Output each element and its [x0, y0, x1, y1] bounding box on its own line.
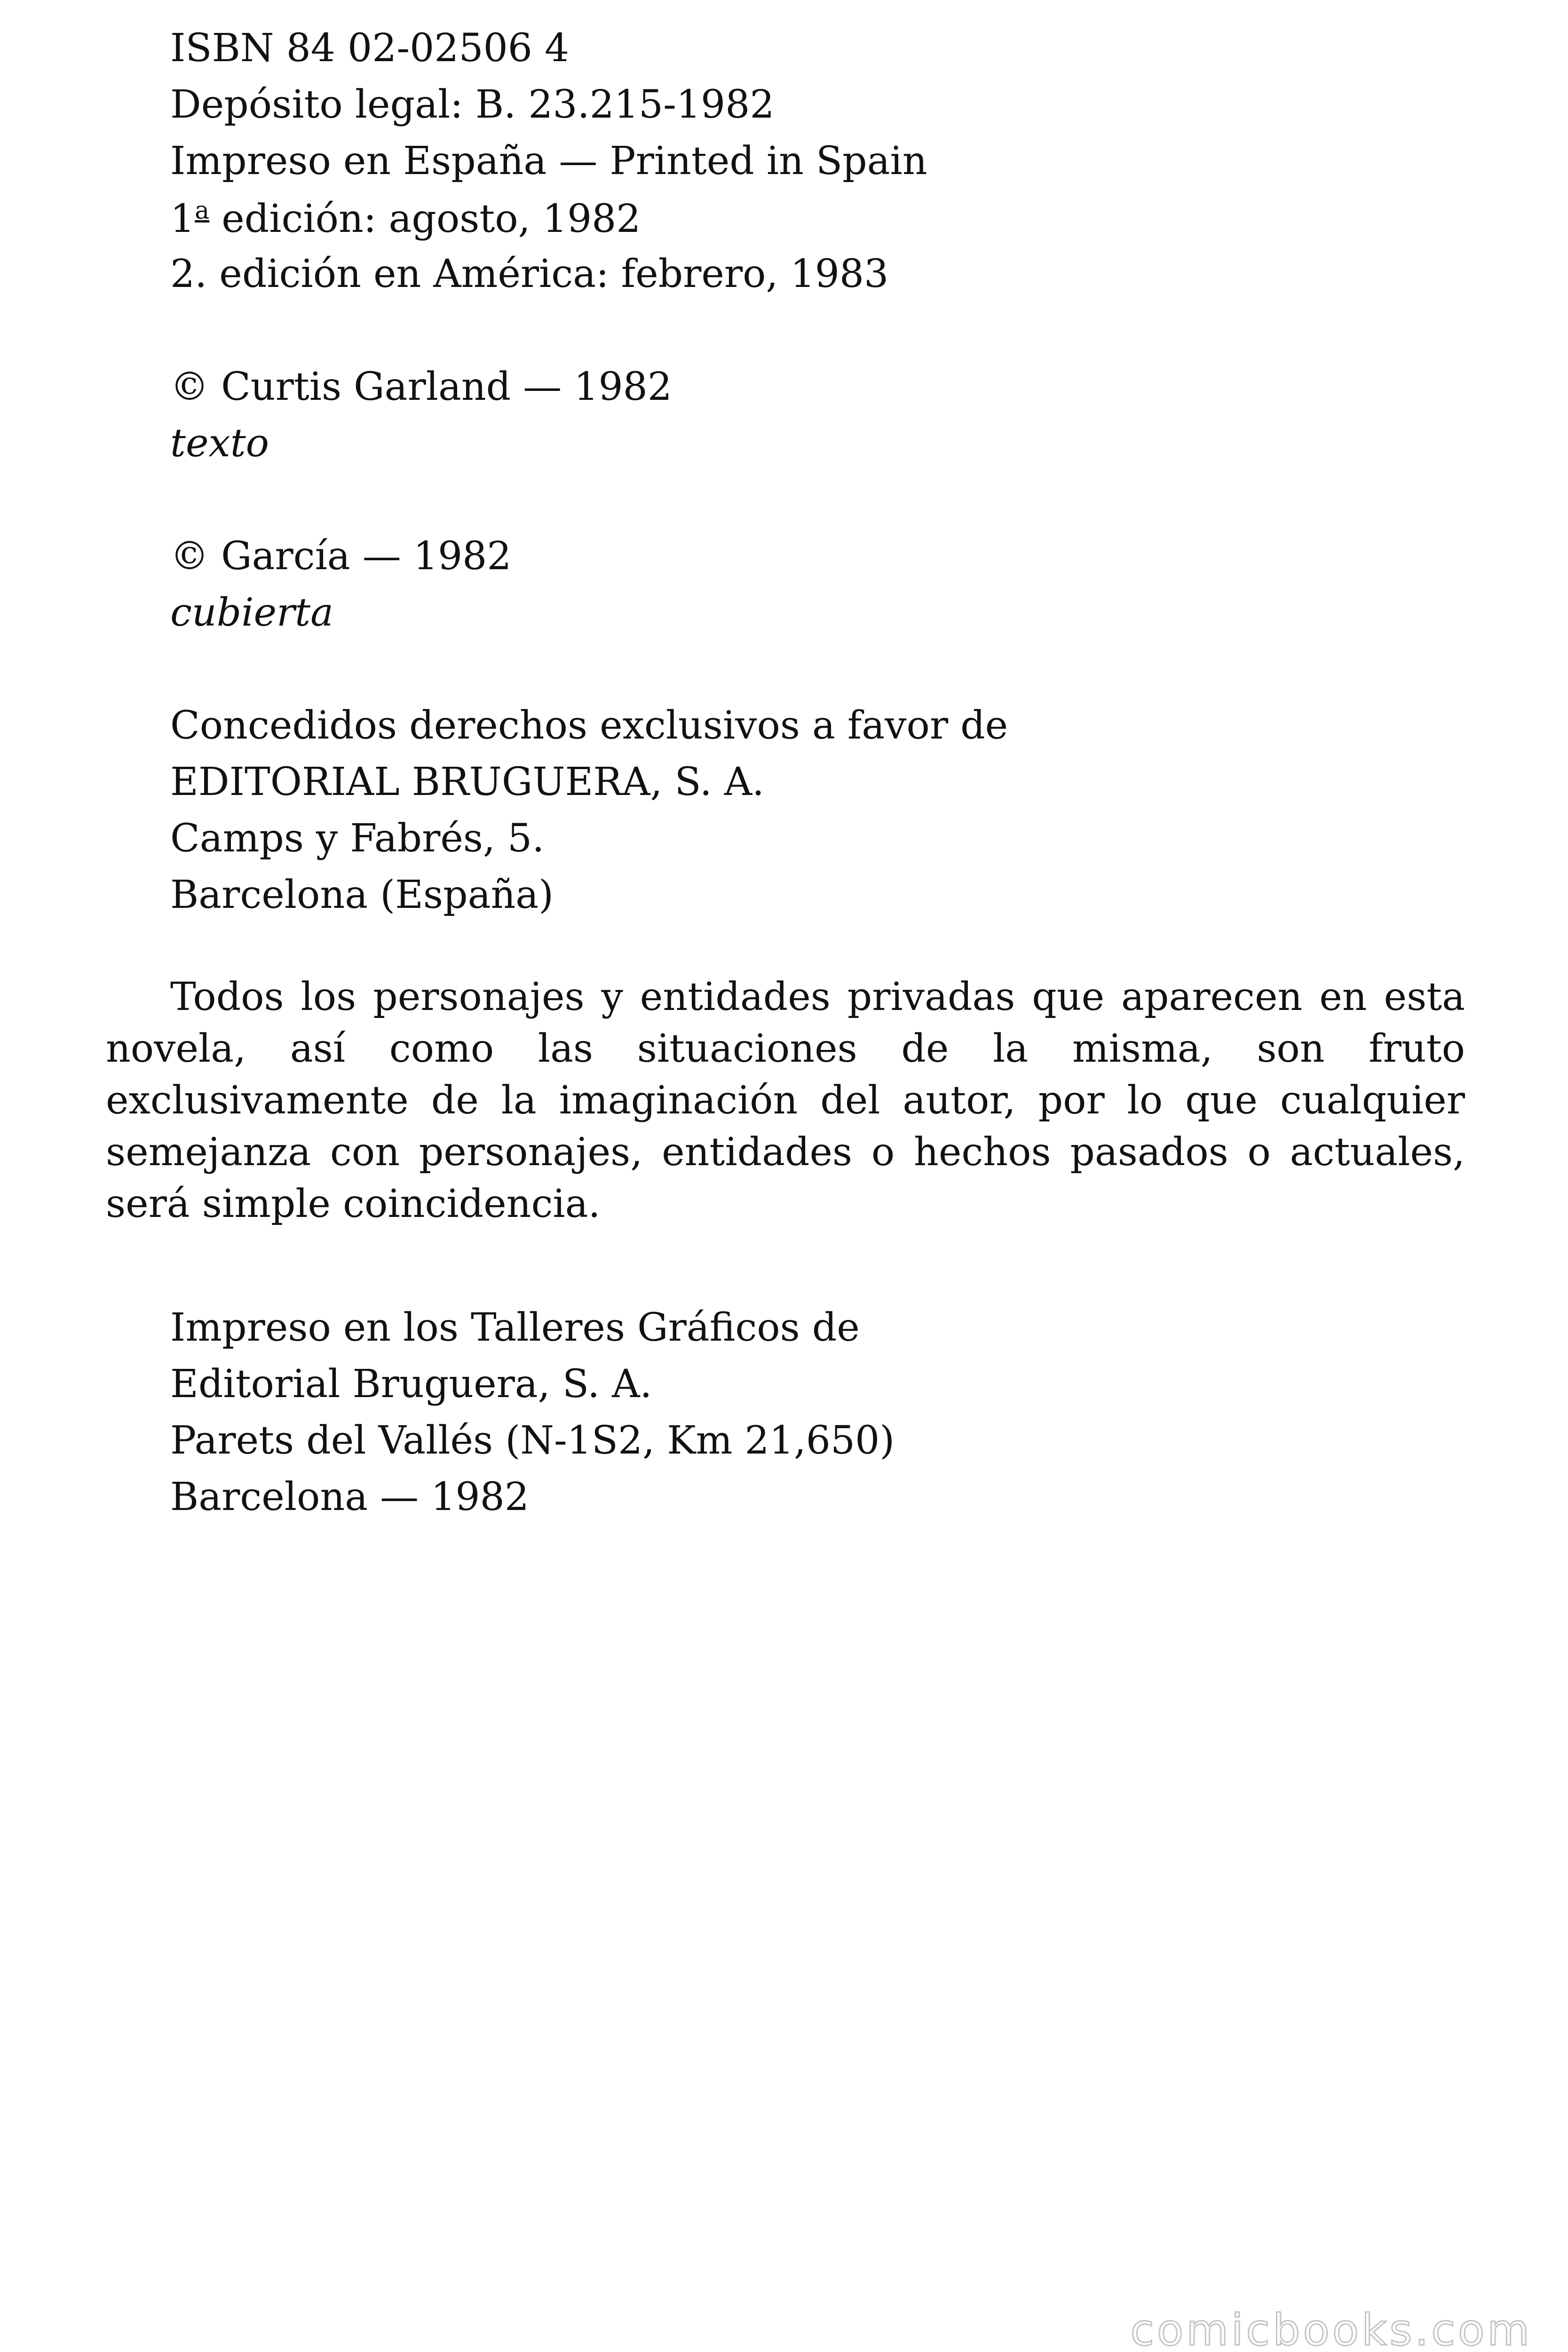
site-watermark: comicbooks.com — [1130, 2305, 1532, 2352]
printer-address: Parets del Vallés (N-1S2, Km 21,650) — [170, 1418, 895, 1463]
second-edition-line: 2. edición en América: febrero, 1983 — [170, 252, 889, 296]
text-copyright-line: © Curtis Garland — 1982 — [170, 365, 672, 409]
publisher-city: Barcelona (España) — [170, 873, 554, 917]
first-edition-ordinal: a — [195, 197, 210, 225]
printer-name: Editorial Bruguera, S. A. — [170, 1362, 652, 1406]
isbn-line: ISBN 84 02-02506 4 — [170, 26, 570, 71]
publisher-address: Camps y Fabrés, 5. — [170, 816, 545, 861]
printed-in-line: Impreso en España — Printed in Spain — [170, 139, 927, 183]
printer-city-year: Barcelona — 1982 — [170, 1475, 529, 1519]
publisher-name: EDITORIAL BRUGUERA, S. A. — [170, 760, 765, 804]
rights-line-1: Concedidos derechos exclusivos a favor de — [170, 703, 1008, 748]
cover-role-label: cubierta — [170, 590, 334, 635]
cover-copyright-line: © García — 1982 — [170, 534, 512, 579]
fiction-disclaimer: Todos los personajes y entidades privadas que aparecen en esta novela, así como las situaciones de la misma, son fruto exclusivamente de la imaginación del autor, por lo que cualquier semejanza con personajes, entidades o hechos pasados o actuales, será simple coincidencia. — [106, 975, 1465, 1226]
text-role-label: texto — [170, 421, 269, 466]
first-edition-line — [170, 197, 641, 241]
first-edition-number: 1 — [170, 197, 195, 241]
printer-line-1: Impreso en los Talleres Gráficos de — [170, 1305, 860, 1350]
deposito-legal-line: Depósito legal: B. 23.215-1982 — [170, 82, 775, 127]
first-edition-date: edición: agosto, 1982 — [209, 197, 641, 241]
